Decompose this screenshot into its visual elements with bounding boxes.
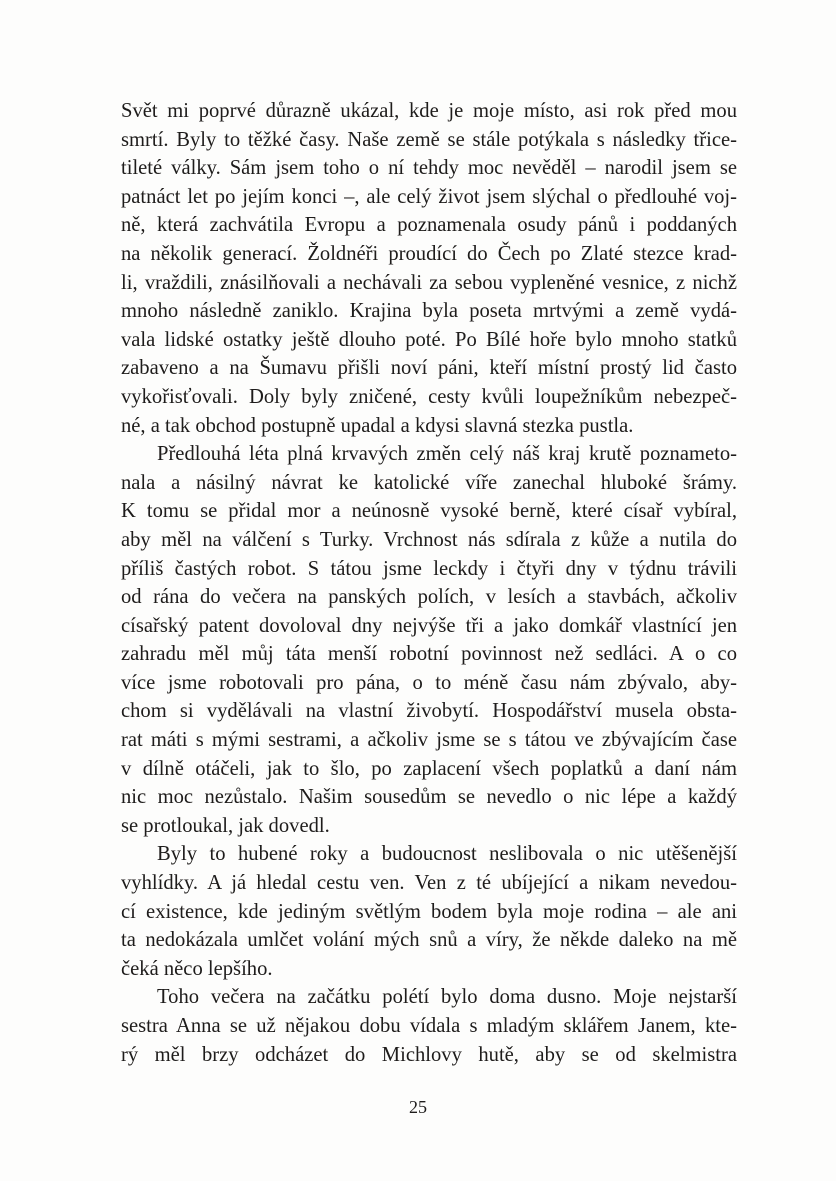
- text-line: v dílně otáčeli, jak to šlo, po zaplacení všech poplatků a daní nám: [121, 757, 737, 780]
- text-line: Byly to hubené roky a budoucnost neslibovala o nic utěšenější: [157, 843, 737, 866]
- text-line: příliš častých robot. S tátou jsme leckdy i čtyři dny v týdnu trávili: [121, 557, 737, 580]
- text-line: rý měl brzy odcházet do Michlovy hutě, aby se od skelmistra: [121, 1043, 737, 1066]
- text-line: na několik generací. Žoldnéři proudící do Čech po Zlaté stezce krad-: [121, 242, 737, 265]
- text-line: smrtí. Byly to těžké časy. Naše země se stále potýkala s následky třice-: [121, 128, 737, 151]
- text-line: zahradu měl můj táta menší robotní povinnost než sedláci. A o co: [121, 643, 737, 666]
- text-line: tileté války. Sám jsem toho o ní tehdy moc nevěděl – narodil jsem se: [121, 157, 737, 180]
- text-line: nala a násilný návrat ke katolické víře zanechal hluboké šrámy.: [121, 471, 737, 494]
- text-line: více jsme robotovali pro pána, o to méně času nám zbývalo, aby-: [121, 671, 737, 694]
- text-line: K tomu se přidal mor a neúnosně vysoké berně, které císař vybíral,: [121, 500, 737, 523]
- text-line: vala lidské ostatky ještě dlouho poté. Po Bílé hoře bylo mnoho statků: [121, 328, 737, 351]
- text-line: Předlouhá léta plná krvavých změn celý náš kraj krutě poznameto-: [157, 443, 737, 466]
- body-text: [121, 97, 737, 1069]
- text-line: Svět mi poprvé důrazně ukázal, kde je moje místo, asi rok před mou: [121, 100, 737, 122]
- text-line: rat máti s mými sestrami, a ačkoliv jsme se s tátou ve zbývajícím čase: [121, 729, 737, 752]
- text-line: chom si vydělávali na vlastní živobytí. Hospodářství musela obsta-: [121, 700, 737, 723]
- text-line: cí existence, kde jediným světlým bodem byla moje rodina – ale ani: [121, 900, 737, 923]
- text-line: čeká něco lepšího.: [121, 957, 273, 980]
- text-line: né, a tak obchod postupně upadal a kdysi slavná stezka pustla.: [121, 414, 634, 437]
- text-line: zabaveno a na Šumavu přišli noví páni, kteří místní prostý lid často: [121, 357, 737, 380]
- text-line: mnoho následně zaniklo. Krajina byla poseta mrtvými a země vydá-: [121, 300, 737, 323]
- text-line: li, vraždili, znásilňovali a nechávali za sebou vypleněné vesnice, z nichž: [121, 271, 737, 294]
- text-line: císařský patent dovoloval dny nejvýše tři a jako domkář vlastnící jen: [121, 614, 737, 637]
- text-line: vyhlídky. A já hledal cestu ven. Ven z té ubíjející a nikam nevedou-: [121, 872, 737, 895]
- text-line: sestra Anna se už nějakou dobu vídala s mladým sklářem Janem, kte-: [121, 1015, 737, 1037]
- text-line: aby měl na válčení s Turky. Vrchnost nás sdírala z kůže a nutila do: [121, 528, 737, 551]
- text-line: vykořisťovali. Doly byly zničené, cesty kvůli loupežníkům nebezpeč-: [121, 385, 737, 408]
- text-line: ta nedokázala umlčet volání mých snů a víry, že někde daleko na mě: [121, 929, 737, 952]
- text-line: nic moc nezůstalo. Našim sousedům se nevedlo o nic lépe a každý: [121, 786, 737, 809]
- text-line: Toho večera na začátku polétí bylo doma dusno. Moje nejstarší: [157, 986, 737, 1009]
- text-line: ně, která zachvátila Evropu a poznamenala osudy pánů i poddaných: [121, 214, 737, 237]
- page-number: 25: [409, 1097, 427, 1117]
- text-line: od rána do večera na panských polích, v lesích a stavbách, ačkoliv: [121, 586, 737, 609]
- text-line: se protloukal, jak dovedl.: [121, 814, 330, 837]
- text-line: patnáct let po jejím konci –, ale celý život jsem slýchal o předlouhé voj-: [121, 185, 737, 208]
